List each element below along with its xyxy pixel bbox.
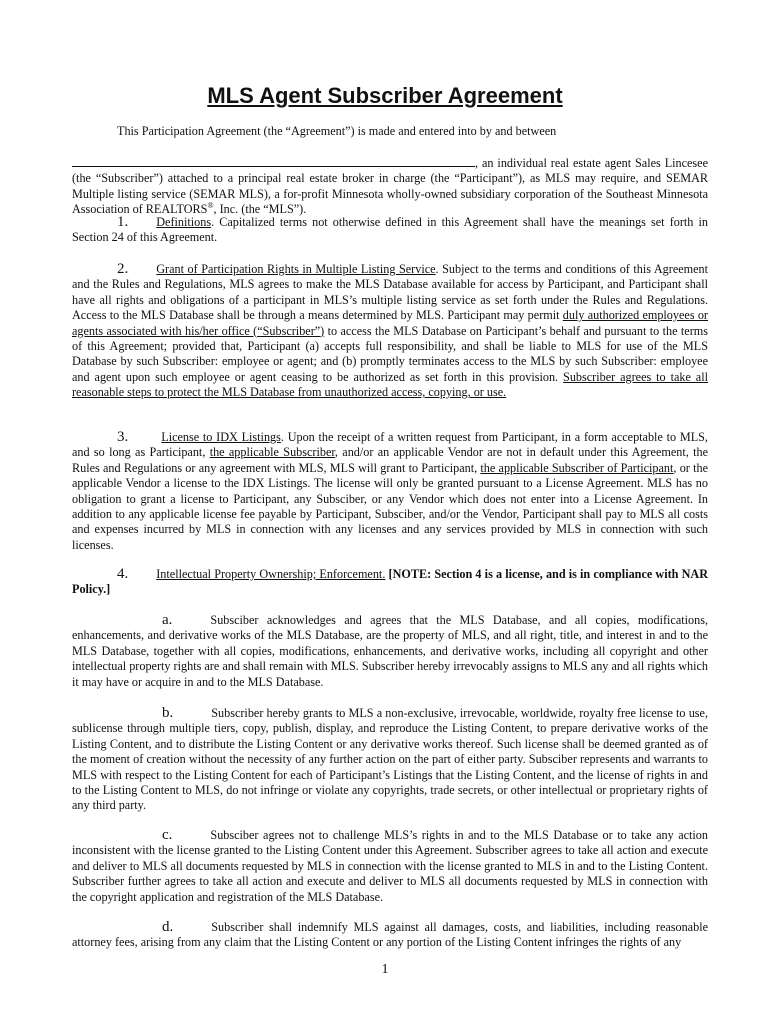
section-2-underlined-1: duly authorized employees or agents associated with his/her office (“Subscriber”) (72, 308, 708, 338)
section-3-text-3: , or the applicable Vendor a license to the IDX Listings. The license will only be granted pursuant to a License Agreement. MLS has no obligation to grant a license to Participant, any Subsciber, or any Vendor which does not enter into a License Agreement. In addition to any applicable license fee payable by Participant, Subsciber, and/or the Vendor, Participant shall pay to MLS all costs and expenses incurred by MLS in connection with any licenses and any services provided by MLS in connection with such licenses. (72, 460, 708, 552)
section-1-text: . Capitalized terms not otherwise defined in this Agreement shall have the meanings set forth in Section 24 of this Agreement. (72, 215, 708, 245)
section-1 (72, 215, 708, 246)
section-2-text-2: to access the MLS Database on Participant’s behalf and pursuant to the terms of this Agreement; provided that, Participant (a) accepts full responsibility, and shall be liable to MLS for use of the MLS Database by such Subscriber: employee or agent; and (b) promptly terminates access to the MLS by such Subscriber: employee and agent upon such employee or agent ceasing to be authorized as set forth in this provision. (72, 323, 709, 384)
parties-end: , Inc. (the “MLS”). (213, 202, 307, 217)
section-2 (72, 262, 708, 401)
section-2-number: 2. (117, 261, 129, 277)
section-4-heading: Intellectual Property Ownership; Enforcement. (156, 567, 386, 581)
section-2-underlined-2: Subscriber agrees to take all reasonable steps to protect the MLS Database from unauthorized access, copying, or use. (72, 369, 708, 400)
section-4 (72, 567, 708, 598)
section-3-number: 3. (117, 429, 129, 445)
section-4a-number: a. (162, 612, 173, 628)
section-4-number: 4. (117, 566, 129, 582)
section-4a (72, 613, 708, 690)
section-2-heading: Grant of Participation Rights in Multiple Listing Service (156, 262, 436, 276)
section-4b-number: b. (162, 705, 174, 721)
intro-paragraph (72, 124, 708, 139)
section-3-text-1: . Upon the receipt of a written request from Participant, in a form acceptable to MLS, and so long as Participant, (72, 430, 708, 460)
section-4b (72, 706, 708, 814)
section-3-underlined-1: the applicable Subscriber (209, 445, 335, 460)
section-4-note: [NOTE: Section 4 is a license, and is in compliance with NAR Policy.] (72, 567, 709, 597)
document-title: MLS Agent Subscriber Agreement (207, 83, 563, 108)
section-2-text-1: . Subject to the terms and conditions of this Agreement and the Rules and Regulations, MLS agrees to make the MLS Database available for access by Participant, and Participant shall have all rights and obligations of a participant in MLS’s multiple listing service as set forth under the Rules and Regulations. Access to the MLS Database shall be through a means determined by MLS. Participant may permit (72, 262, 709, 323)
section-3-underlined-2: the applicable Subscriber of Participant (480, 460, 674, 475)
parties-paragraph (72, 155, 708, 218)
section-4d-number: d. (162, 919, 174, 935)
section-4d (72, 920, 708, 951)
subscriber-name-blank (72, 155, 475, 167)
section-4c-text: Subsciber agrees not to challenge MLS’s rights in and to the MLS Database or to take any action inconsistent with the license granted to the Listing Content under this Agreement. Subscriber agrees to take all action and execute and deliver to MLS all documents requested by MLS in connection with the license granted to MLS in and to the Listing Content. Subscriber further agrees to take all action and execute and deliver to MLS all documents requested by MLS in connection with the copyright application and registration of the MLS Database. (72, 828, 708, 904)
parties-text: , an individual real estate agent Sales Lincesee (the “Subscriber”) attached to a principal real estate broker in charge (the “Participant”), as MLS may require, and SEMAR Multiple listing service (SEMAR MLS), a for-profit Minnesota wholly-owned subsidiary corporation of the Southeast Minnesota Association of REALTORS (72, 156, 708, 217)
section-3 (72, 430, 708, 553)
section-4c-number: c. (162, 827, 173, 843)
section-4c (72, 828, 708, 905)
page-number: 1 (381, 962, 389, 977)
section-1-number: 1. (117, 214, 129, 230)
section-4b-text: Subscriber hereby grants to MLS a non-exclusive, irrevocable, worldwide, royalty free license to use, sublicense through multiple tiers, copy, publish, display, and reproduce the Listing Content, to prepare derivative works of the Listing Content, and to distribute the Listing Content or any derivative works thereof. Such license shall be deemed granted as of the moment of creation without the necessity of any further action on the part of either party. Subsciber represents and warrants to MLS with respect to the Listing Content for each of Participant’s Listings that the Listing Content, and the license of rights in and to the Listing Content to MLS, do not infringe or violate any copyrights, trade secrets, or other intellectual or proprietary rights of any third party. (72, 706, 708, 813)
section-1-heading: Definitions (156, 215, 212, 229)
section-4a-text: Subsciber acknowledges and agrees that the MLS Database, and all copies, modifications, enhancements, and derivative works of the MLS Database, are the property of MLS, and all right, title, and interest in and to the MLS Database, together with all copies, modifications, enhancements, and derivative works, including all copyright and other intellectual property rights are and shall remain with MLS. Subscriber hereby irrevocably assigns to MLS any and all rights which it may have or acquire in and to the MLS Database. (72, 613, 708, 689)
section-3-heading: License to IDX Listings (161, 430, 281, 444)
section-4d-text: Subscriber shall indemnify MLS against all damages, costs, and liabilities, including reasonable attorney fees, arising from any claim that the Listing Content or any portion of the Listing Content infringes the rights of any (72, 920, 708, 950)
section-3-text-2: , and/or an applicable Vendor are not in default under this Agreement, the Rules and Regulations or any agreement with MLS, MLS will grant to Participant, (72, 445, 708, 475)
registered-mark: ® (207, 201, 214, 211)
intro-text: This Participation Agreement (the “Agreement”) is made and entered into by and between (117, 124, 557, 138)
